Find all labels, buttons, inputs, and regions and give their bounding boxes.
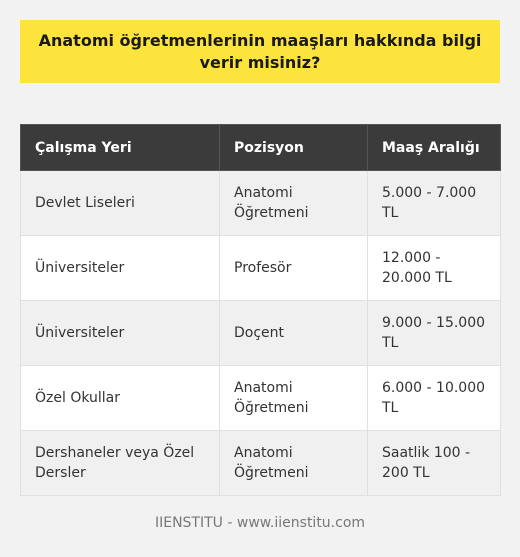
cell-workplace: Devlet Liseleri — [21, 171, 220, 236]
cell-salary-range: 12.000 - 20.000 TL — [368, 236, 501, 301]
header-salary-range: Maaş Aralığı — [368, 125, 501, 171]
salary-table-container — [20, 124, 500, 496]
salary-table — [20, 124, 501, 496]
header-position: Pozisyon — [220, 125, 368, 171]
table-row — [21, 236, 501, 301]
table-row — [21, 301, 501, 366]
cell-position: Profesör — [220, 236, 368, 301]
cell-workplace: Dershaneler veya Özel Dersler — [21, 431, 220, 496]
cell-workplace: Özel Okullar — [21, 366, 220, 431]
page-title: Anatomi öğretmenlerinin maaşları hakkında bilgi verir misiniz? — [38, 30, 482, 72]
cell-position: Anatomi Öğretmeni — [220, 171, 368, 236]
cell-position: Anatomi Öğretmeni — [220, 366, 368, 431]
cell-workplace: Üniversiteler — [21, 301, 220, 366]
cell-position: Doçent — [220, 301, 368, 366]
table-row — [21, 366, 501, 431]
cell-workplace: Üniversiteler — [21, 236, 220, 301]
title-banner — [20, 20, 500, 83]
footer-credit: IIENSTITU - www.iienstitu.com — [154, 515, 366, 531]
table-header-row — [21, 125, 501, 171]
table-row — [21, 431, 501, 496]
cell-salary-range: 6.000 - 10.000 TL — [368, 366, 501, 431]
table-row — [21, 171, 501, 236]
cell-salary-range: 9.000 - 15.000 TL — [368, 301, 501, 366]
cell-position: Anatomi Öğretmeni — [220, 431, 368, 496]
cell-salary-range: 5.000 - 7.000 TL — [368, 171, 501, 236]
cell-salary-range: Saatlik 100 - 200 TL — [368, 431, 501, 496]
header-workplace: Çalışma Yeri — [21, 125, 220, 171]
